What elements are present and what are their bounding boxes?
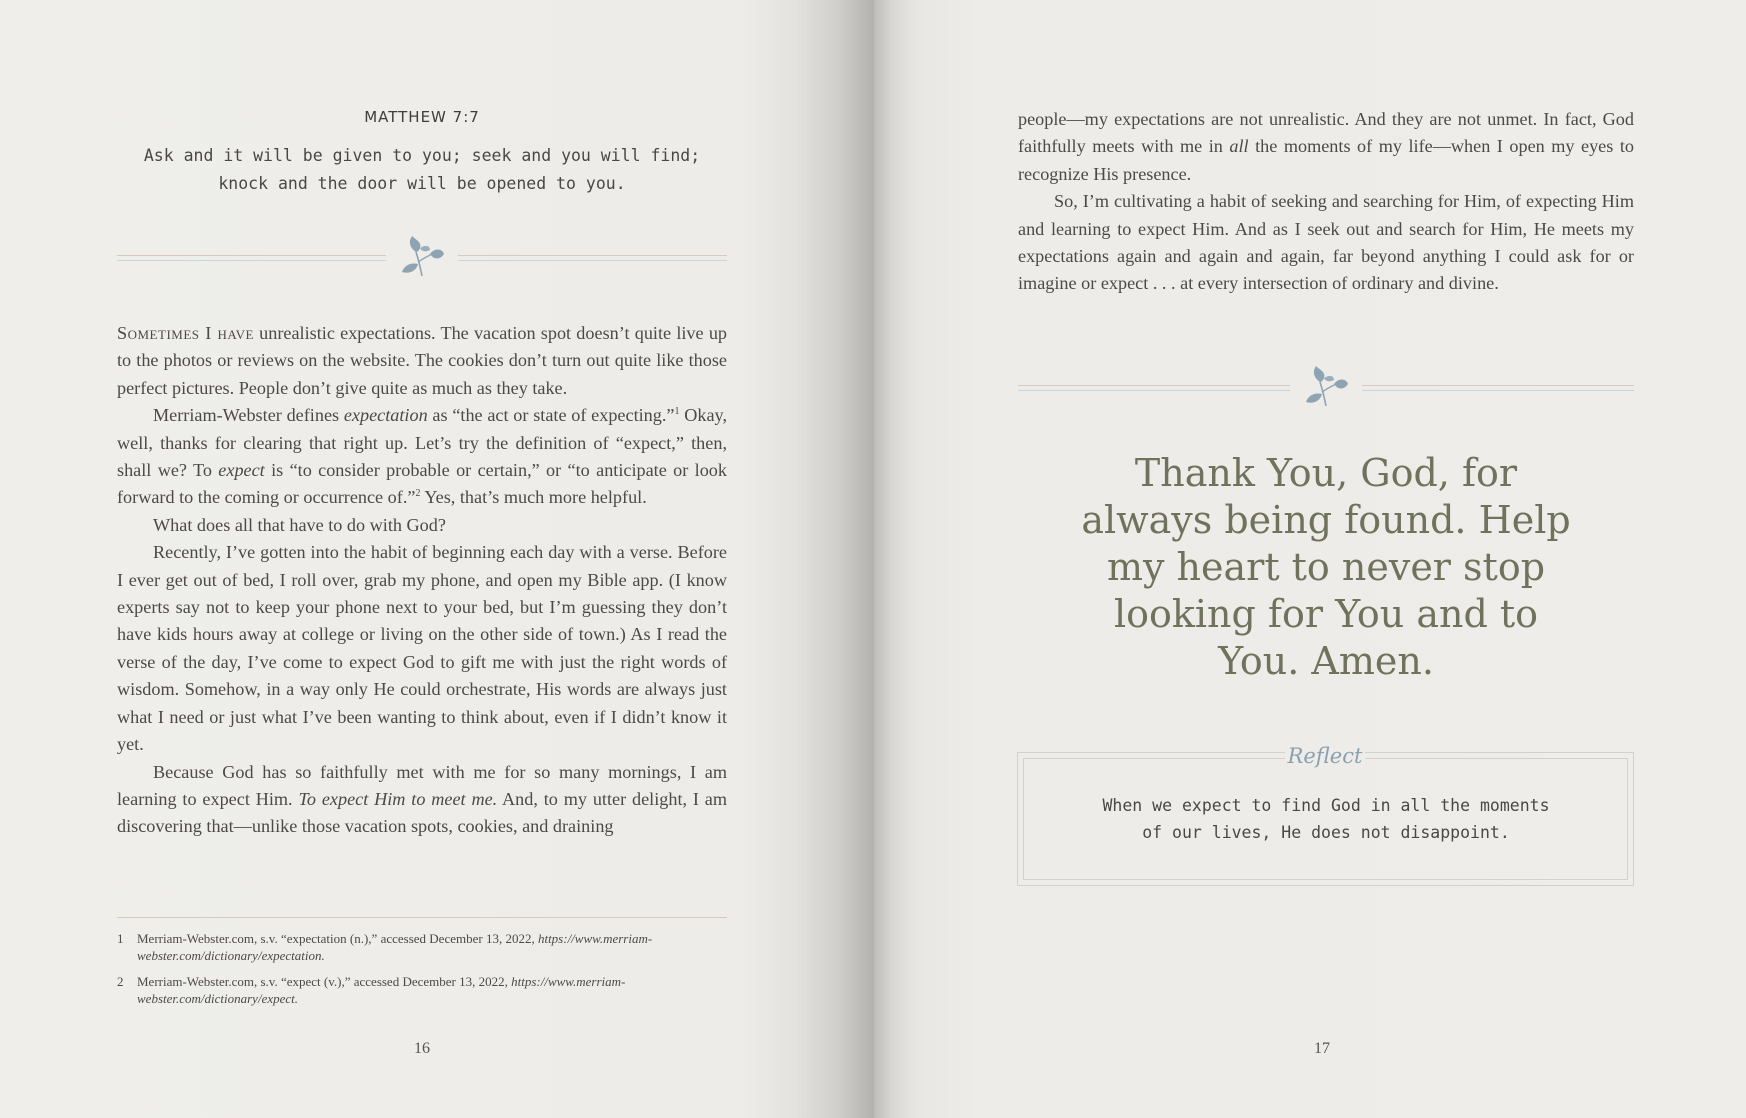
footnote-text: Merriam-Webster.com, s.v. “expectation (n.),” accessed December 13, 2022,: [137, 931, 538, 946]
verse-text: [117, 142, 727, 198]
footnote-number: 2: [117, 974, 124, 989]
section-ornament: [117, 232, 727, 278]
verse-line: knock and the door will be opened to you.: [218, 174, 626, 193]
footnote-number: 1: [117, 931, 124, 946]
paragraph: [117, 320, 727, 402]
footnotes: [117, 931, 727, 1017]
emphasis: expectation: [343, 405, 428, 426]
ornament-rule: [458, 255, 727, 261]
reflect-text: [1018, 792, 1634, 846]
prayer-line: You. Amen.: [1218, 639, 1434, 683]
paragraph-text: as “the act or state of expecting.”: [427, 405, 675, 426]
paragraph-text: Merriam-Webster defines: [153, 405, 344, 426]
paragraph: [117, 402, 727, 512]
paragraph-text: people—my expectations are not unrealistic. And they are not unmet. In fact, God faithfully meets with me in: [1018, 109, 1634, 157]
prayer-line: looking for You and to: [1113, 592, 1539, 636]
footnote: [117, 931, 727, 964]
paragraph-text: Yes, that’s much more helpful.: [420, 487, 647, 508]
ornament-rule: [1362, 385, 1634, 391]
prayer-text: [1018, 450, 1634, 685]
paragraph-text: And, to my utter delight, I am discovering that—unlike those vacation spots, cookies, and draining: [117, 788, 728, 837]
prayer-line: always being found. Help: [1081, 498, 1571, 542]
emphasis: all: [1229, 136, 1249, 157]
paragraph: So, I’m cultivating a habit of seeking and searching for Him, of expecting Him and learning to expect Him. And as I seek out and search for Him, He meets my expectations again and again and again, far beyond anything I could ask for or imagine or expect . . . at every intersection of ordinary and divine.: [1018, 191, 1634, 294]
footnote-link[interactable]: https://www.merriam-webster.com/dictionary/expectation.: [137, 931, 653, 963]
prayer-line: my heart to never stop: [1106, 545, 1546, 589]
lead-in-smallcaps: Sometimes I have: [117, 323, 254, 343]
paragraph-text: unrealistic expectations. The vacation spot doesn’t quite live up to the photos or reviews on the website. The cookies don’t turn out quite like those perfect pictures. People don’t give quite as much as they take.: [117, 323, 728, 398]
paragraph-text: Okay, well, thanks for clearing that right up. Let’s try the definition of “expect,” then, shall we? To: [117, 405, 728, 481]
section-ornament: [1018, 362, 1634, 408]
reflect-line: When we expect to find God in all the moments: [1102, 796, 1550, 815]
left-body-text: [117, 320, 727, 841]
reflect-line: of our lives, He does not disappoint.: [1142, 823, 1510, 842]
verse-line: Ask and it will be given to you; seek and you will find;: [143, 146, 701, 165]
paragraph-text: the moments of my life—when I open my eyes to recognize His presence.: [1018, 136, 1634, 184]
paragraph: [1018, 106, 1634, 188]
emphasis: expect: [218, 460, 265, 481]
paragraph: [117, 759, 727, 841]
paragraph: What does all that have to do with God?: [153, 514, 446, 535]
footnote-text: Merriam-Webster.com, s.v. “expect (v.),” accessed December 13, 2022,: [137, 974, 512, 989]
leaf-sprig-icon: [1300, 362, 1352, 408]
footnote-link[interactable]: https://www.merriam-webster.com/dictionary/expect.: [137, 974, 626, 1006]
prayer-line: Thank You, God, for: [1134, 451, 1518, 495]
ornament-rule: [1018, 385, 1290, 391]
footnote-ref: 1: [674, 406, 680, 418]
page-number-right: 17: [1314, 1040, 1330, 1057]
footnote-ref: 2: [415, 488, 421, 500]
ornament-rule: [117, 255, 386, 261]
footnote-rule: [117, 917, 727, 918]
paragraph: Recently, I’ve gotten into the habit of beginning each day with a verse. Before I ever get out of bed, I roll over, grab my phone, and open my Bible app. (I know experts say not to keep your phone next to your bed, but I’m guessing they don’t have kids hours away at college or living on the other side of town.) As I read the verse of the day, I’ve come to expect God to gift me with just the right words of wisdom. Somehow, in a way only He could orchestrate, His words are always just what I need or just what I’ve been wanting to think about, even if I didn’t know it yet.: [117, 542, 727, 755]
page-number-left: 16: [414, 1040, 430, 1057]
emphasis: To expect Him to meet me.: [298, 788, 498, 809]
right-body-text: [1018, 106, 1634, 298]
paragraph-text: Because God has so faithfully met with me for so many mornings, I am learning to expect Him.: [117, 761, 727, 809]
reflect-title: Reflect: [1285, 742, 1365, 772]
verse-reference: MATTHEW 7:7: [364, 108, 480, 126]
leaf-sprig-icon: [396, 232, 448, 278]
paragraph-text: is “to consider probable or certain,” or “to anticipate or look forward to the coming or occurrence of.”: [117, 460, 727, 508]
footnote: [117, 974, 727, 1007]
